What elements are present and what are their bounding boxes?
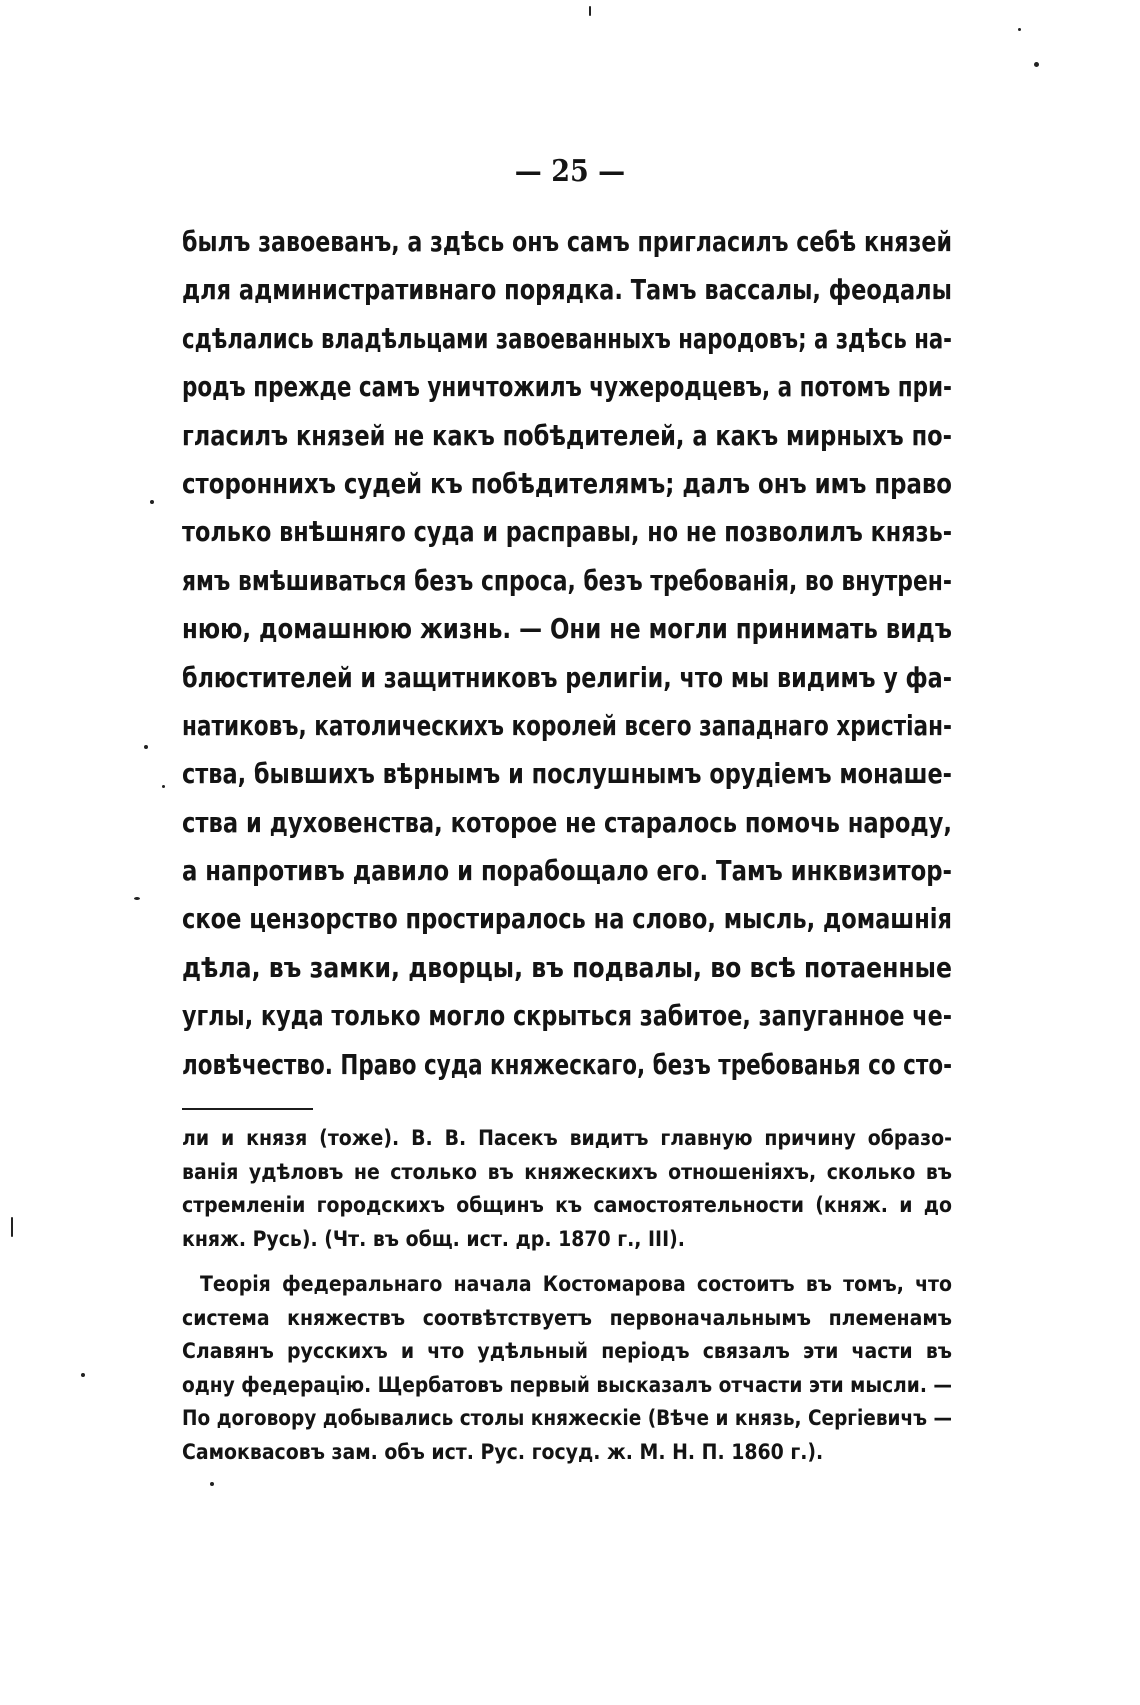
text-line: родъ прежде самъ уничтожилъ чужеродцевъ, а потомъ при- (182, 371, 952, 404)
text-line: ловѣчество. Право суда княжескаго, безъ требованья со сто- (182, 1048, 952, 1081)
text-line: ямъ вмѣшиваться безъ спроса, безъ требованія, во внутрен- (182, 564, 952, 597)
text-line: углы, куда только могло скрыться забитое, запуганное че- (182, 1000, 952, 1033)
text-line: а напротивъ давило и порабощало его. Тамъ инквизитор- (182, 855, 952, 888)
footnote-line: система княжествъ соотвѣтствуетъ первоначальнымъ племенамъ (182, 1305, 952, 1330)
footnote-line: ли и князя (тоже). В. В. Пасекъ видитъ главную причину образо- (182, 1126, 952, 1150)
footnote-line: ванія удѣловъ не столько въ княжескихъ отношеніяхъ, сколько въ (182, 1159, 952, 1184)
text-line: былъ завоеванъ, а здѣсь онъ самъ пригласилъ себѣ князей (182, 226, 952, 258)
text-line: гласилъ князей не какъ побѣдителей, а какъ мирныхъ по- (182, 419, 952, 452)
text-line: натиковъ, католическихъ королей всего западнаго христіан- (182, 709, 952, 742)
footnote-line: одну федерацію. Щербатовъ первый высказалъ отчасти эти мысли. — (182, 1372, 952, 1397)
text-line: блюстителей и защитниковъ религіи, что мы видимъ у фа- (182, 661, 952, 694)
footnote-paragraph-2 (182, 1268, 952, 1469)
text-line: для административнаго порядка. Тамъ вассалы, феодалы (182, 274, 952, 307)
text-line: ства, бывшихъ вѣрнымъ и послушнымъ орудіемъ монаше- (182, 758, 952, 791)
scan-speck (210, 1482, 214, 1486)
scan-speck (1034, 62, 1039, 67)
footnote-line: По договору добывались столы княжескіе (Вѣче и князь, Сергіевичъ — (182, 1406, 952, 1430)
scan-speck (162, 785, 165, 788)
text-line: нюю, домашнюю жизнь. — Они не могли принимать видъ (182, 613, 952, 646)
footnote-separator (182, 1108, 313, 1110)
footnotes-block (182, 1122, 952, 1469)
footnote-line: стремленіи городскихъ общинъ къ самостоятельности (княж. и до (182, 1193, 952, 1217)
main-text-block (182, 218, 952, 1089)
scan-speck (144, 745, 148, 749)
scan-speck (81, 1373, 85, 1377)
text-line: стороннихъ судей къ побѣдителямъ; далъ онъ имъ право (182, 467, 952, 500)
text-line: ское цензорство простиралось на слово, мысль, домашнія (182, 903, 952, 936)
footnote-paragraph-1 (182, 1122, 952, 1256)
footnote-line: Теорія федеральнаго начала Костомарова состоитъ въ томъ, что (200, 1272, 952, 1296)
text-line: сдѣлались владѣльцами завоеванныхъ народовъ; а здѣсь на- (182, 322, 952, 355)
footnote-line: Славянъ русскихъ и что удѣльный періодъ связалъ эти части въ (182, 1339, 952, 1363)
page-number: — 25 — (514, 154, 626, 189)
scan-speck (150, 500, 154, 504)
text-line: только внѣшняго суда и расправы, но не позволилъ князь- (182, 516, 952, 549)
scan-speck (134, 897, 140, 900)
footnote-line: Самоквасовъ зам. объ ист. Рус. госуд. ж. М. Н. П. 1860 г.). (182, 1439, 824, 1464)
scan-speck (11, 1217, 13, 1237)
text-line: ства и духовенства, которое не старалось помочь народу, (182, 806, 952, 839)
scan-speck (589, 6, 591, 16)
text-line: дѣла, въ замки, дворцы, въ подвалы, во всѣ потаенные (182, 951, 952, 984)
footnote-line: княж. Русь). (Чт. въ общ. ист. др. 1870 г., III). (182, 1226, 685, 1251)
paragraph-gap (182, 1256, 952, 1268)
scan-speck (1018, 28, 1021, 31)
